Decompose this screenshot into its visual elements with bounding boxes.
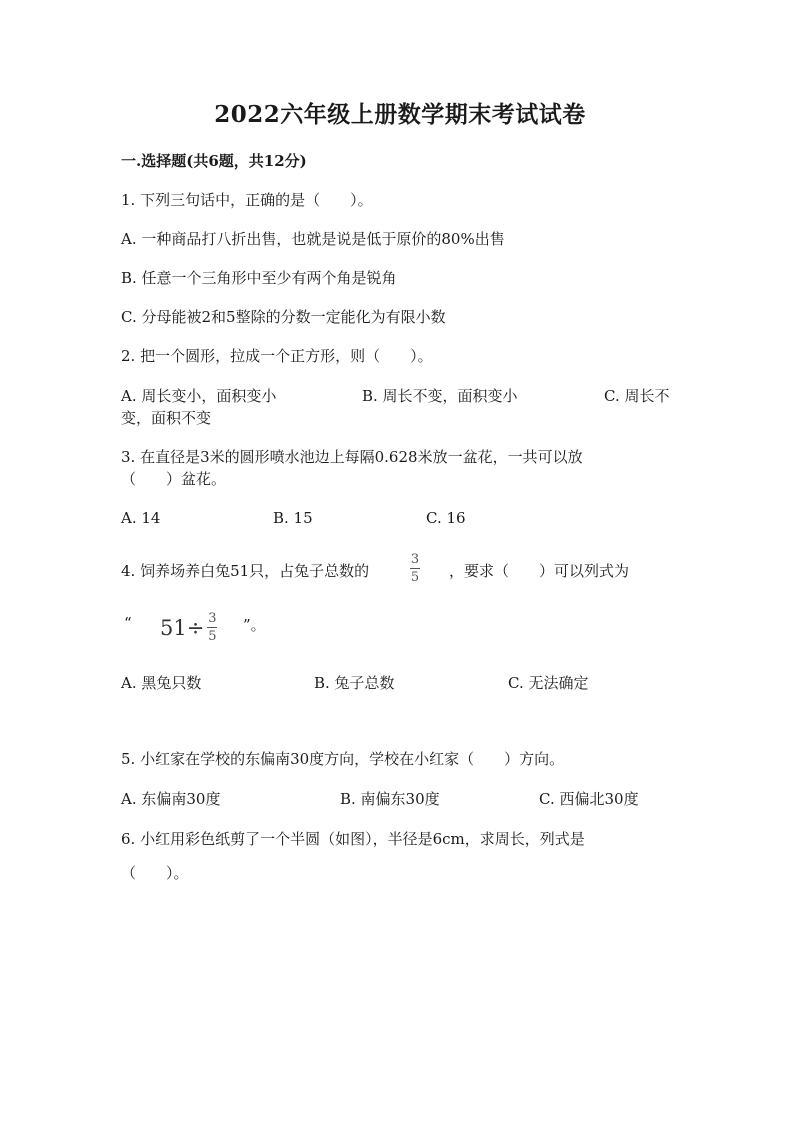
question-4-option-a: A. 黑兔只数 (121, 674, 202, 692)
formula-quote-open: “ (124, 614, 132, 632)
question-3-option-b: B. 15 (273, 509, 313, 527)
question-4-fraction (410, 553, 420, 584)
question-4-stem-part2: ，要求（ ）可以列式为 (449, 562, 630, 580)
question-1-option-b: B. 任意一个三角形中至少有两个角是锐角 (121, 269, 397, 287)
formula-quote-close: ”。 (243, 616, 266, 634)
question-4-stem-part1: 4. 饲养场养白兔51只，占兔子总数的 (121, 562, 370, 580)
question-1-option-a: A. 一种商品打八折出售，也就是说是低于原价的80%出售 (121, 230, 505, 248)
question-2-option-a: A. 周长变小，面积变小 (121, 387, 277, 405)
question-5-option-a: A. 东偏南30度 (121, 790, 221, 808)
question-3-stem-part2: （ ）盆花。 (121, 470, 227, 488)
formula-fraction-numerator: 3 (208, 611, 217, 626)
formula-fraction-bar (207, 627, 217, 628)
question-5-option-c: C. 西偏北30度 (539, 790, 639, 808)
question-1-stem: 1. 下列三句话中，正确的是（ ）。 (121, 191, 373, 209)
fraction-denominator: 5 (410, 570, 420, 585)
question-2-stem: 2. 把一个圆形，拉成一个正方形，则（ ）。 (121, 347, 433, 365)
question-4-option-c: C. 无法确定 (508, 674, 589, 692)
fraction-bar (410, 568, 420, 569)
question-2-option-b: B. 周长不变，面积变小 (362, 387, 518, 405)
question-4-option-b: B. 兔子总数 (314, 674, 395, 692)
fraction-numerator: 3 (410, 552, 420, 567)
question-5-stem: 5. 小红家在学校的东偏南30度方向，学校在小红家（ ）方向。 (121, 750, 565, 768)
formula-fraction-denominator: 5 (208, 629, 217, 644)
question-6-stem-part1: 6. 小红用彩色纸剪了一个半圆（如图），半径是6cm，求周长，列式是 (121, 830, 585, 848)
formula-fraction (207, 612, 217, 643)
question-3-option-c: C. 16 (426, 509, 466, 527)
question-3-stem-part1: 3. 在直径是3米的圆形喷水池边上每隔0.628米放一盆花，一共可以放 (121, 448, 583, 466)
section-heading: 一.选择题(共6题，共12分) (121, 152, 307, 170)
question-1-option-c: C. 分母能被2和5整除的分数一定能化为有限小数 (121, 308, 446, 326)
formula-lhs: 51÷ (160, 615, 205, 640)
page-title: 2022六年级上册数学期末考试试卷 (214, 101, 586, 128)
question-3-option-a: A. 14 (121, 509, 161, 527)
division-formula (160, 612, 217, 643)
question-2-option-c-part2: 变，面积不变 (121, 409, 212, 427)
question-5-option-b: B. 南偏东30度 (340, 790, 440, 808)
question-6-stem-part2: （ ）。 (121, 864, 189, 882)
question-2-option-c-part1: C. 周长不 (604, 387, 670, 405)
